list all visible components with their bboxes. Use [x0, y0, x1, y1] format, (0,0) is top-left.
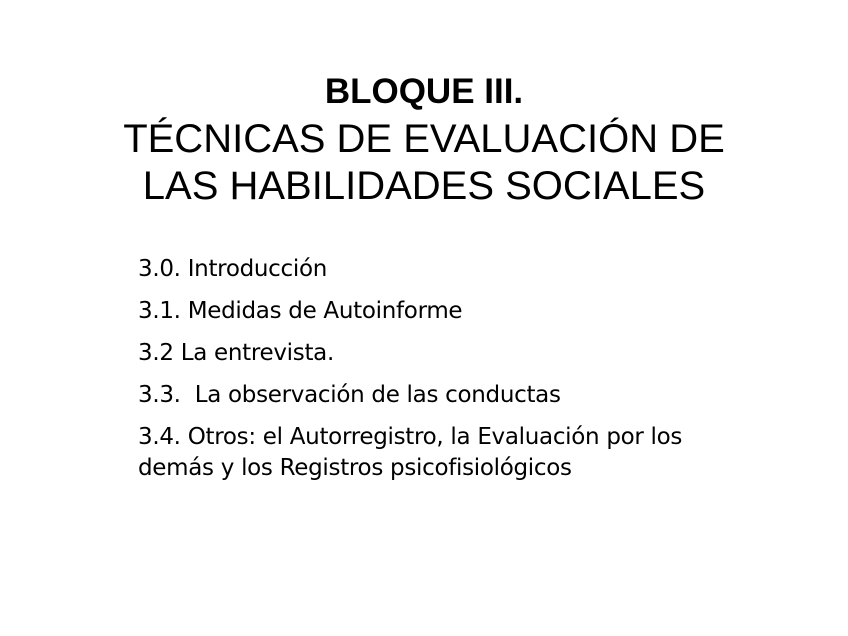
- topic-list: [138, 254, 718, 484]
- list-item: 3.2 La entrevista.: [138, 340, 334, 366]
- subtitle-line-1: TÉCNICAS DE EVALUACIÓN DE: [123, 117, 725, 161]
- list-item: 3.4. Otros: el Autorregistro, la Evaluación por los demás y los Registros psicofisiológicos: [138, 424, 690, 481]
- block-heading: BLOQUE III.: [324, 72, 524, 111]
- subtitle-line-2: LAS HABILIDADES SOCIALES: [142, 164, 706, 208]
- list-item: 3.0. Introducción: [138, 256, 328, 282]
- list-item: 3.3. La observación de las conductas: [138, 382, 561, 408]
- list-item: 3.1. Medidas de Autoinforme: [138, 298, 463, 324]
- block-subtitle: [60, 116, 788, 210]
- slide-title: [60, 72, 788, 210]
